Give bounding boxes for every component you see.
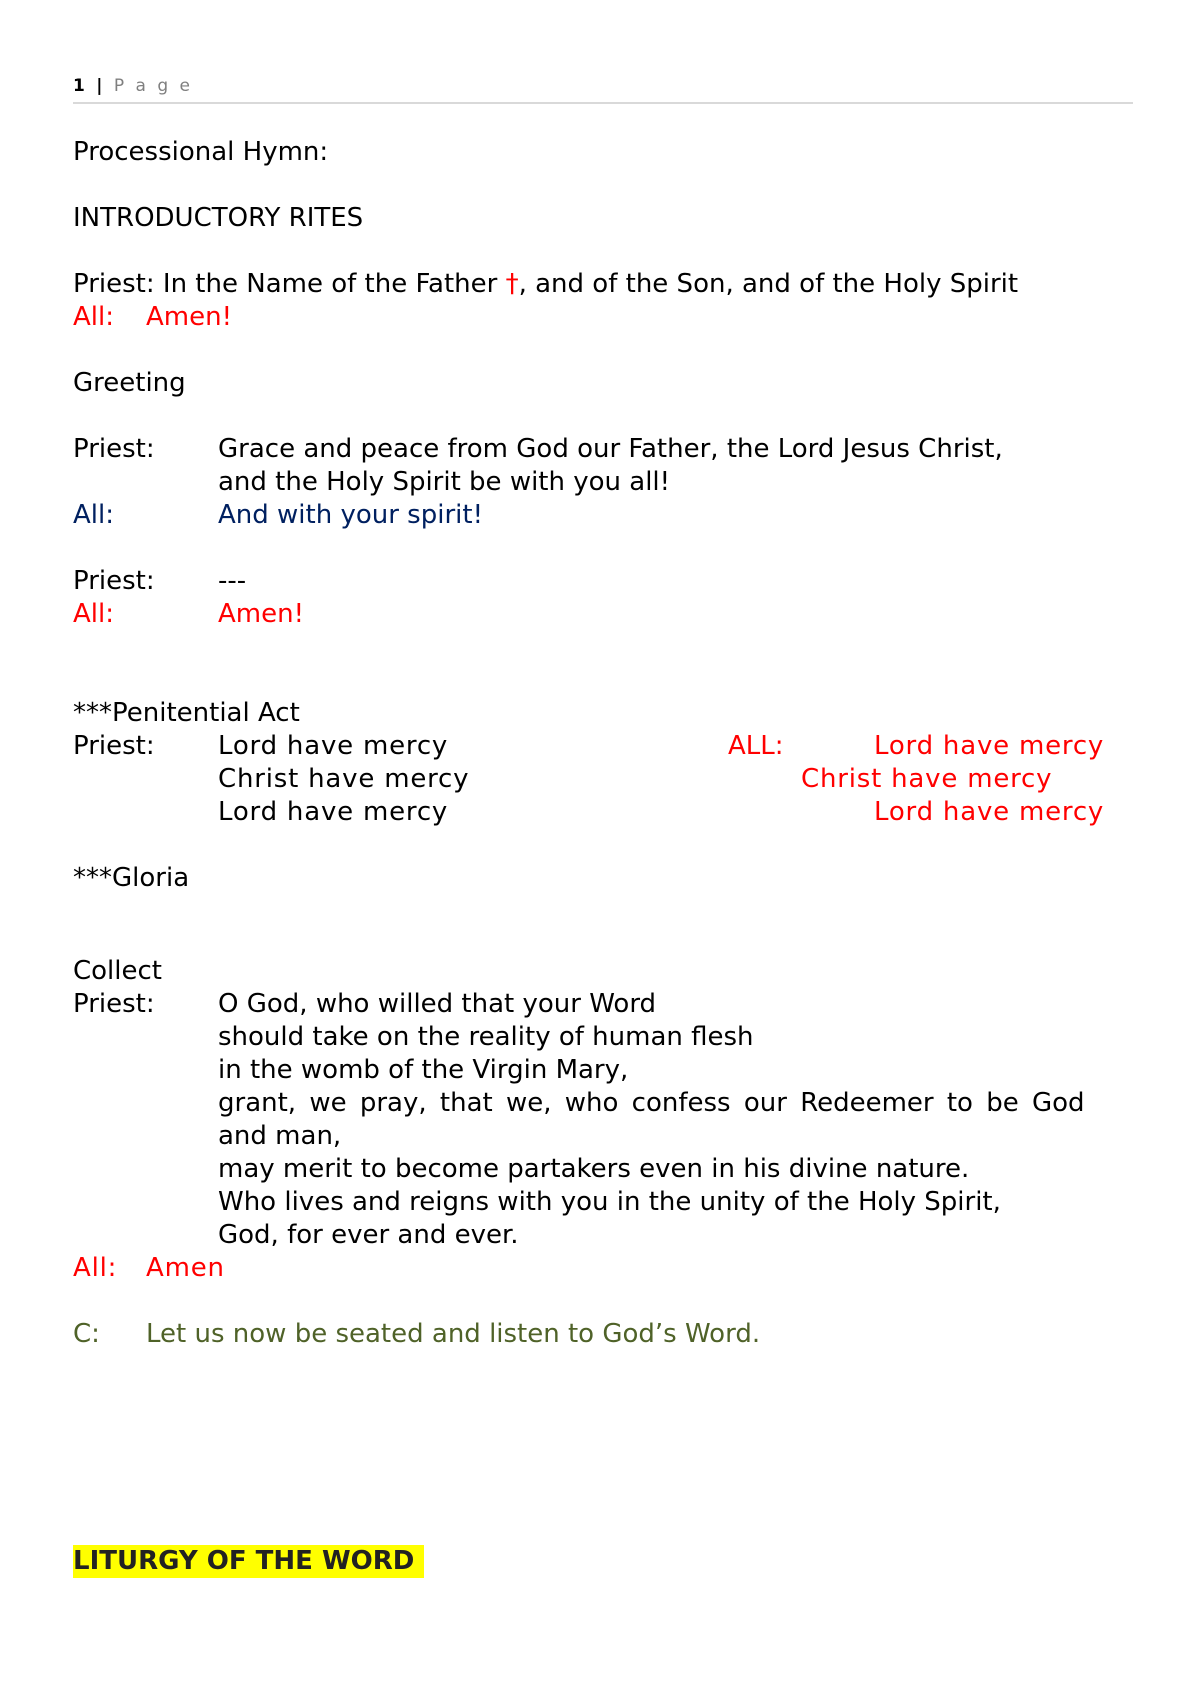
- gloria-heading: ***Gloria: [73, 863, 190, 893]
- collect-line-8: God, for ever and ever.: [218, 1220, 519, 1250]
- page-word: P a g e: [113, 76, 194, 96]
- commentator-line: [73, 1318, 760, 1351]
- collect-heading: Collect: [73, 956, 162, 986]
- collect-line-3: in the womb of the Virgin Mary,: [218, 1055, 629, 1085]
- greeting-priest-line-1: Grace and peace from God our Father, the Lord Jesus Christ,: [218, 434, 1003, 464]
- penitential-act-heading: ***Penitential Act: [73, 698, 300, 728]
- penitential-priest-line-1: Lord have mercy: [218, 731, 449, 761]
- greeting-priest2-text: ---: [218, 566, 247, 596]
- collect-line-6: may merit to become partakers even in his divine nature.: [218, 1154, 970, 1184]
- page-header: [73, 76, 1133, 104]
- commentator-label: C:: [73, 1319, 100, 1349]
- sign-of-cross-response: [73, 301, 232, 334]
- penitential-priest-line-2: Christ have mercy: [218, 764, 470, 794]
- greeting-all-label: All:: [73, 500, 114, 530]
- collect-line-2: should take on the reality of human flesh: [218, 1022, 754, 1052]
- greeting-all2-response: Amen!: [218, 599, 305, 629]
- greeting-priest-label: Priest:: [73, 434, 155, 464]
- collect-priest-label: Priest:: [73, 989, 155, 1019]
- collect-line-4: grant, we pray, that we, who confess our Redeemer to be God: [218, 1088, 1085, 1118]
- penitential-priest-label: Priest:: [73, 731, 155, 761]
- collect-line-1: O God, who willed that your Word: [218, 989, 657, 1019]
- all-response: Amen!: [146, 302, 233, 332]
- penitential-all-line-3: Lord have mercy: [874, 797, 1105, 827]
- liturgy-of-the-word-heading: LITURGY OF THE WORD: [73, 1545, 424, 1578]
- header-separator: |: [96, 76, 106, 96]
- collect-line-7: Who lives and reigns with you in the unity of the Holy Spirit,: [218, 1187, 1001, 1217]
- penitential-all-line-1: Lord have mercy: [874, 731, 1105, 761]
- processional-hymn: Processional Hymn:: [73, 137, 329, 167]
- introductory-rites-heading: INTRODUCTORY RITES: [73, 203, 364, 233]
- all-label: All:: [73, 302, 114, 332]
- commentator-text: Let us now be seated and listen to God’s Word.: [146, 1319, 761, 1349]
- greeting-all2-label: All:: [73, 599, 114, 629]
- collect-line-5: and man,: [218, 1121, 342, 1151]
- greeting-priest2-label: Priest:: [73, 566, 155, 596]
- page-number: 1: [73, 76, 88, 96]
- all-label: All:: [73, 1253, 118, 1283]
- greeting-heading: Greeting: [73, 368, 186, 398]
- all-response: Amen: [146, 1253, 225, 1283]
- greeting-all-response: And with your spirit!: [218, 500, 483, 530]
- penitential-priest-line-3: Lord have mercy: [218, 797, 449, 827]
- sign-of-cross-priest: [73, 268, 1018, 301]
- priest-invocation-start: Priest: In the Name of the Father: [73, 269, 506, 299]
- priest-invocation-end: , and of the Son, and of the Holy Spirit: [518, 269, 1019, 299]
- greeting-priest-line-2: and the Holy Spirit be with you all!: [218, 467, 671, 497]
- penitential-all-label: ALL:: [728, 731, 784, 761]
- cross-icon: †: [505, 269, 519, 299]
- penitential-all-line-2: Christ have mercy: [801, 764, 1053, 794]
- collect-response: [73, 1252, 225, 1285]
